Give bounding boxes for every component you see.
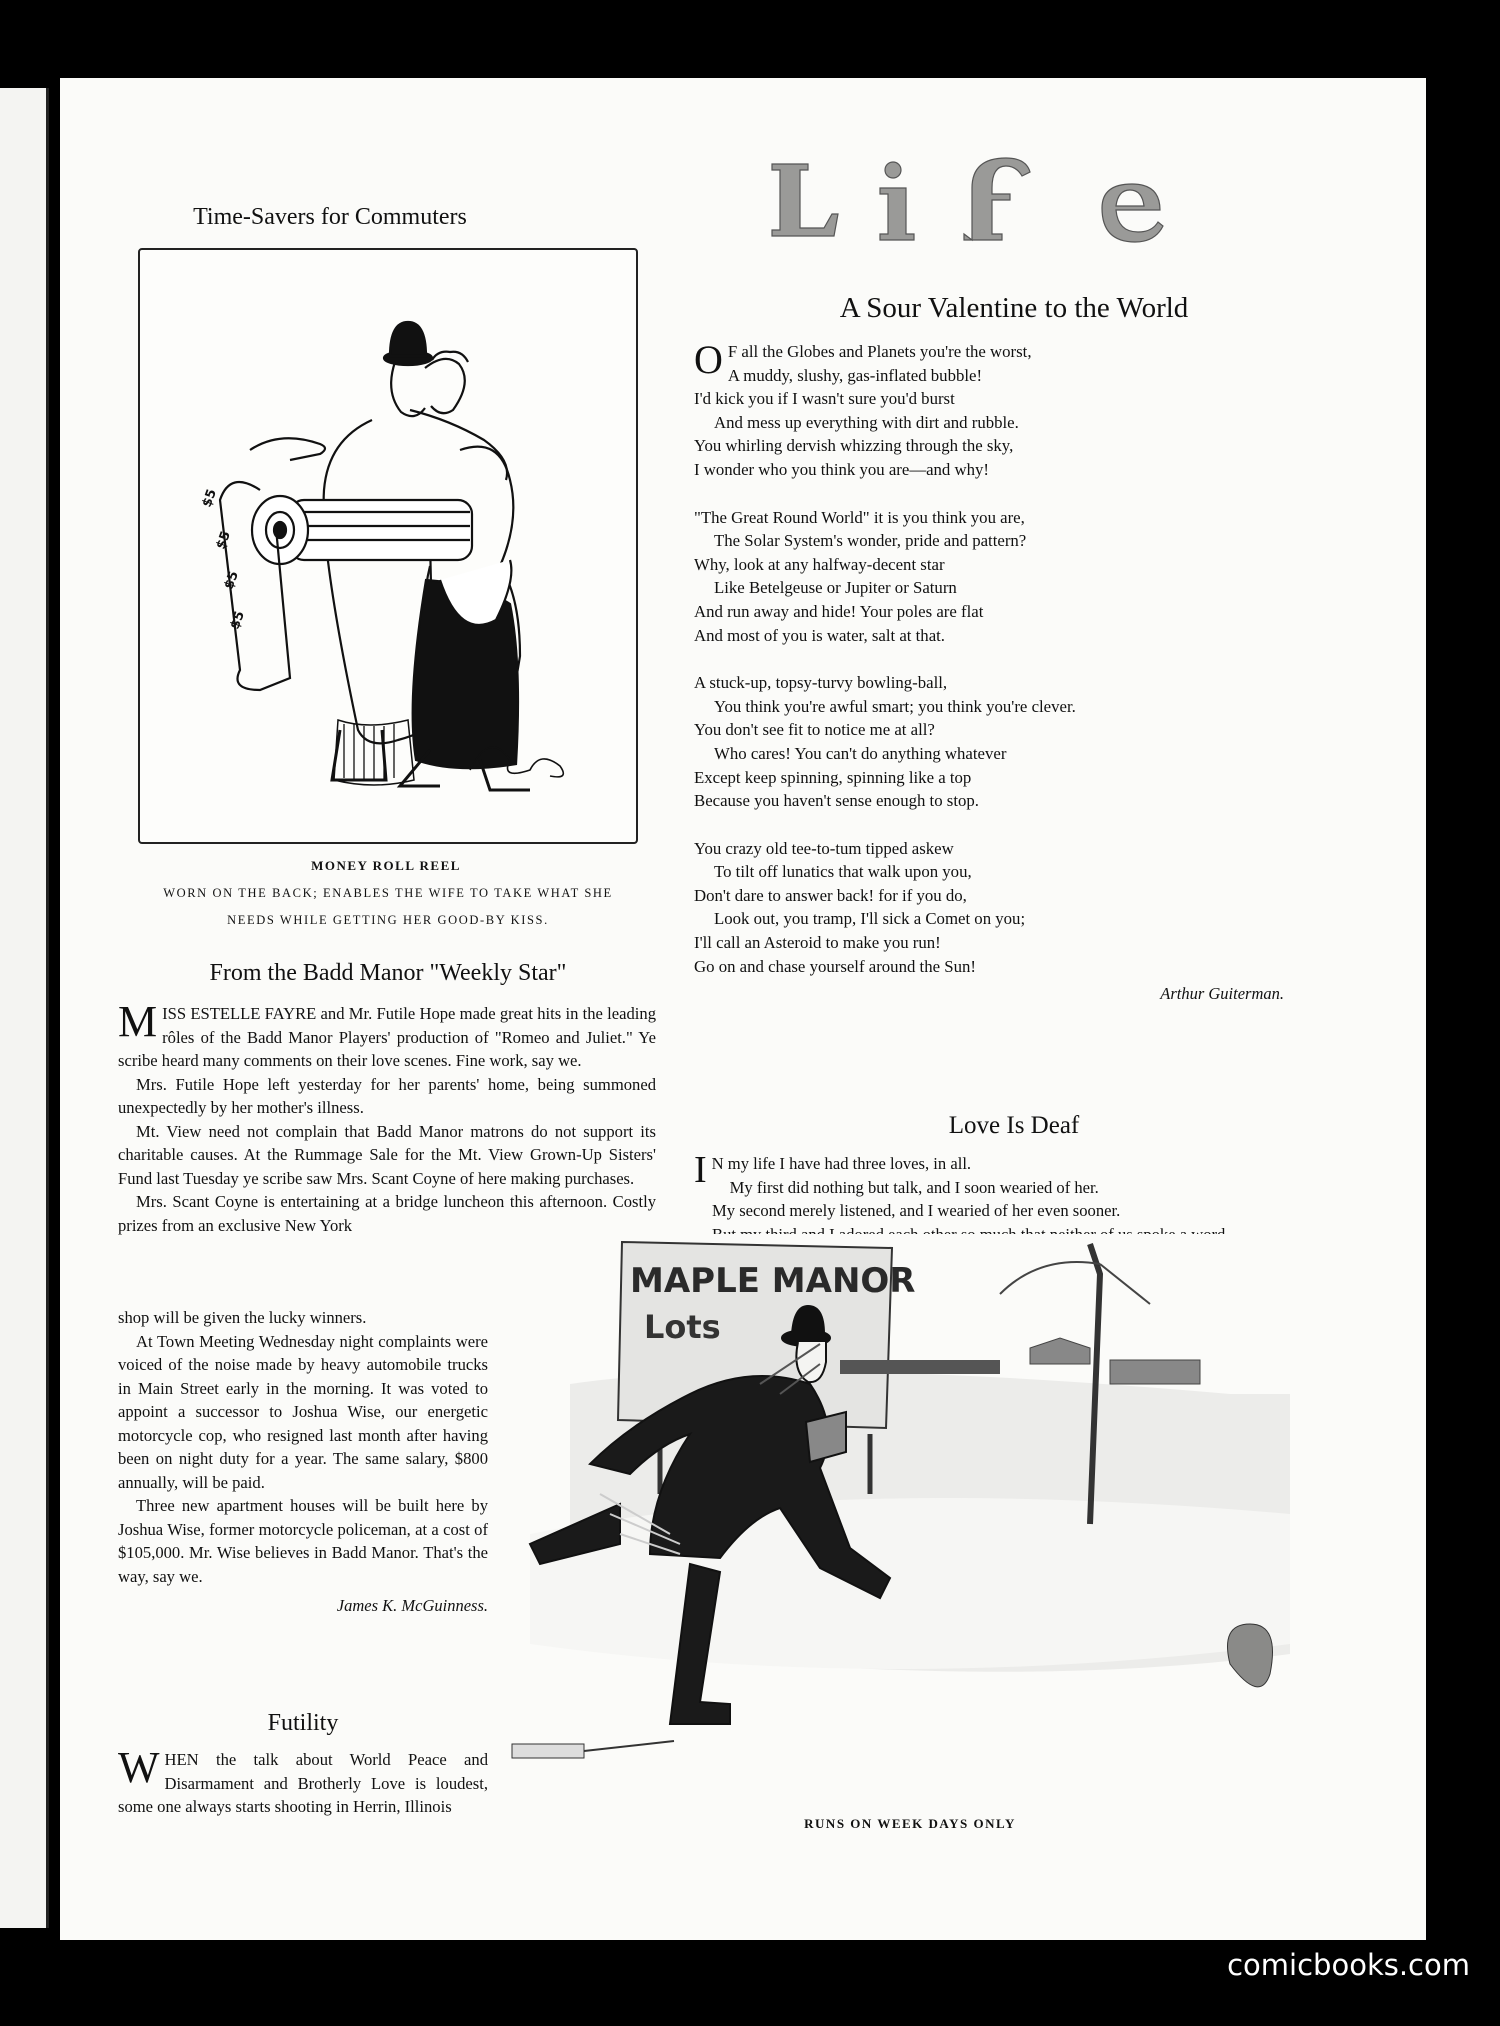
poem-line: Why, look at any halfway-decent star — [694, 554, 945, 574]
poem-line: Who cares! You can't do anything whatever — [714, 743, 1007, 763]
poem-stanza-4 — [694, 837, 1306, 979]
poem-line: A stuck-up, topsy-turvy bowling-ball, — [694, 673, 948, 693]
sign-title: MAPLE MANOR — [630, 1261, 916, 1301]
svg-text:$5: $5 — [199, 487, 220, 510]
badd-paragraph-2: Mrs. Futile Hope left yesterday for her parents' home, being summoned unexpectedly by her mother's illness. — [118, 1074, 656, 1117]
poem-line: Because you haven't sense enough to stop. — [694, 791, 979, 811]
futility-text: HEN the talk about World Peace and Disarmament and Brotherly Love is loudest, some one always starts shooting in Herrin, Illinois — [118, 1750, 488, 1816]
poem-line: "The Great Round World" it is you think you are, — [694, 507, 1025, 527]
maple-manor-cartoon — [510, 1234, 1310, 1794]
badd-manor-article-narrow — [118, 1306, 488, 1618]
poem-line: A muddy, slushy, gas-inflated bubble! — [727, 365, 983, 385]
life-logo — [750, 128, 1270, 248]
futility-article — [118, 1743, 488, 1819]
deaf-paragraph-3: My second merely listened, and I wearied of her even sooner. — [712, 1201, 1121, 1220]
sign-line: Lots — [644, 1308, 721, 1346]
commuters-heading: Time-Savers for Commuters — [193, 204, 467, 230]
badd-paragraph-3: Mt. View need not complain that Badd Manor matrons do not support its charitable causes. At the Rummage Sale for the Mt. View Grown-Up Sisters' Fund last Tuesday ye scribe saw Mrs. Scant Coyne of here making purchases. — [118, 1121, 656, 1188]
masthead-text: Life — [750, 128, 752, 129]
valentine-poem — [694, 337, 1306, 1006]
futility-heading: Futility — [267, 1710, 339, 1736]
maple-caption: RUNS ON WEEK DAYS ONLY — [804, 1816, 1016, 1831]
poem-line: I'd kick you if I wasn't sure you'd burst — [694, 389, 955, 409]
couple-hug-illustration — [140, 250, 636, 842]
poem-line: Like Betelgeuse or Jupiter or Saturn — [714, 578, 957, 598]
poem-line: Look out, you tramp, I'll sick a Comet on you; — [714, 909, 1026, 929]
running-commuter-illustration — [510, 1234, 1310, 1794]
futility-paragraph — [118, 1743, 488, 1819]
cartoon-subcaption-line1: WORN ON THE BACK; ENABLES THE WIFE TO TAKE WHAT SHE — [163, 886, 613, 900]
poem-stanza-3 — [694, 671, 1306, 813]
previous-page-edge — [0, 88, 49, 1928]
svg-text:$5: $5 — [221, 569, 242, 592]
svg-text:$5: $5 — [227, 609, 248, 632]
poem-line: I wonder who you think you are—and why! — [694, 459, 990, 479]
badd-paragraph-4b: shop will be given the lucky winners. — [118, 1308, 367, 1327]
badd-paragraph-6: Three new apartment houses will be built here by Joshua Wise, former motorcycle policeman, at a cost of $105,000. Mr. Wise believes in Badd Manor. That's the way, say we. — [118, 1496, 488, 1586]
poem-line: Go on and chase yourself around the Sun! — [694, 956, 976, 976]
magazine-page — [60, 78, 1426, 1940]
deaf-heading: Love Is Deaf — [948, 1112, 1080, 1139]
poem-line: You think you're awful smart; you think you're clever. — [714, 696, 1076, 716]
poem-line: I'll call an Asteroid to make you run! — [694, 933, 941, 953]
badd-manor-heading: From the Badd Manor "Weekly Star" — [209, 960, 567, 986]
poem-line: You whirling dervish whizzing through the sky, — [694, 436, 1014, 456]
valentine-author: Arthur Guiterman. — [1160, 984, 1284, 1004]
poem-stanza-2 — [694, 506, 1306, 648]
valentine-heading: A Sour Valentine to the World — [839, 292, 1189, 324]
masthead — [750, 128, 1270, 248]
badd-paragraph-1-text: ISS ESTELLE FAYRE and Mr. Futile Hope made great hits in the leading rôles of the Badd Manor Players' production of "Romeo and Juliet." Ye scribe heard many comments on their love scenes. Fine work, say we. — [118, 1004, 656, 1070]
drop-cap: I — [694, 1149, 707, 1191]
poem-line: You don't see fit to notice me at all? — [694, 720, 935, 740]
drop-cap: M — [118, 997, 158, 1046]
poem-line: To tilt off lunatics that walk upon you, — [714, 862, 972, 882]
poem-line: Don't dare to answer back! for if you do, — [694, 885, 967, 905]
cartoon-caption: MONEY ROLL REEL — [311, 858, 461, 873]
svg-text:$5: $5 — [213, 529, 234, 552]
poem-line: And mess up everything with dirt and rubble. — [714, 412, 1019, 432]
poem-line: The Solar System's wonder, pride and pattern? — [714, 531, 1027, 551]
badd-paragraph-4a: Mrs. Scant Coyne is entertaining at a bridge luncheon this afternoon. Costly prizes from an exclusive New York — [118, 1192, 656, 1235]
money-roll-cartoon — [138, 248, 638, 844]
poem-line: Except keep spinning, spinning like a top — [694, 767, 972, 787]
poem-stanza-1 — [694, 337, 1306, 482]
drop-cap: O — [694, 337, 723, 382]
badd-paragraph-1 — [118, 997, 656, 1073]
badd-manor-article — [118, 997, 656, 1237]
watermark: comicbooks.com — [1227, 1948, 1470, 1982]
cartoon-subcaption-line2: NEEDS WHILE GETTING HER GOOD-BY KISS. — [227, 913, 549, 927]
poem-line: F all the Globes and Planets you're the worst, — [727, 342, 1032, 361]
poem-line: And run away and hide! Your poles are flat — [694, 601, 984, 621]
poem-line: And most of you is water, salt at that. — [694, 625, 946, 645]
badd-paragraph-5: At Town Meeting Wednesday night complaints were voiced of the noise made by heavy automobile trucks in Main Street early in the morning. It was voted to appoint a successor to Joshua Wise, our energetic motorcycle cop, who resigned last month after having been on night duty for a year. The same salary, $800 annually, will be paid. — [118, 1331, 488, 1492]
deaf-paragraph-2: My first did nothing but talk, and I soon wearied of her. — [729, 1177, 1099, 1197]
deaf-paragraph-1-text: N my life I have had three loves, in all. — [711, 1154, 972, 1173]
drop-cap: W — [118, 1743, 160, 1792]
poem-line: You crazy old tee-to-tum tipped askew — [694, 838, 954, 858]
badd-author: James K. McGuinness. — [336, 1596, 488, 1615]
cartoon-subcaption — [118, 880, 658, 934]
